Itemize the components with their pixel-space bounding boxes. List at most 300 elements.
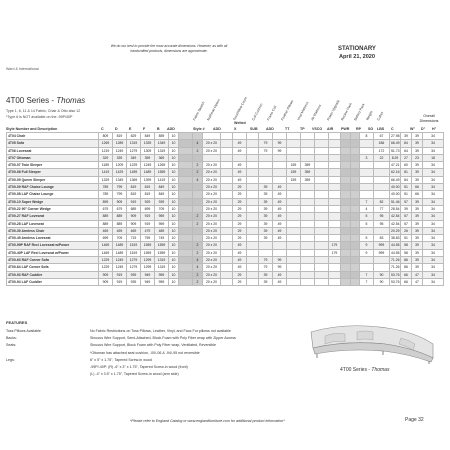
table-cell: 49 <box>273 198 287 205</box>
table-cell <box>301 213 315 220</box>
table-cell <box>301 154 315 161</box>
table-cell <box>315 257 329 264</box>
table-cell: 1349 <box>155 140 169 147</box>
rotated-header: Recline Pack <box>340 102 353 122</box>
table-cell: 819 <box>141 184 155 191</box>
table-cell: 1229 <box>127 162 141 169</box>
style-name-cell: 4T00-08 Full Sleeper <box>7 169 99 176</box>
col-add: ADD <box>167 127 175 131</box>
col-cu: C <box>391 127 394 131</box>
table-cell: 39 <box>259 205 273 212</box>
table-cell: 7 <box>360 278 374 285</box>
table-cell: 39 <box>401 133 412 140</box>
table-cell: 4 <box>193 140 203 147</box>
table-cell <box>315 227 329 234</box>
table-cell: 1319 <box>127 140 141 147</box>
table-cell: 40.00 <box>391 185 400 190</box>
table-cell: 49 <box>233 249 247 256</box>
table-cell <box>273 154 287 161</box>
table-cell: 10 <box>169 154 179 161</box>
table-cell: 20 x 20 <box>203 205 221 212</box>
table-cell: 1249 <box>113 147 127 154</box>
table-cell: 1299 <box>141 264 155 271</box>
table-cell <box>315 147 329 154</box>
table-cell <box>329 264 341 271</box>
col-vsco: VSCO <box>312 127 323 131</box>
table-cell: 20 x 20 <box>203 257 221 264</box>
table-cell <box>341 227 351 234</box>
table-cell <box>247 220 259 227</box>
table-cell: 29 <box>233 271 247 278</box>
table-cell <box>179 249 193 256</box>
table-cell: 179 <box>329 242 341 249</box>
table-cell: 1489 <box>113 242 127 249</box>
table-cell: 1559 <box>141 242 155 249</box>
table-cell <box>193 227 203 234</box>
table-cell <box>341 140 351 147</box>
table-cell <box>329 140 341 147</box>
table-cell: 959 <box>155 278 169 285</box>
table-cell: 34 <box>423 227 444 234</box>
table-cell: 49 <box>233 162 247 169</box>
table-cell: 186 <box>374 140 390 147</box>
table-row <box>7 162 444 169</box>
table-cell: 1559 <box>155 249 169 256</box>
table-cell: 479 <box>141 227 155 234</box>
table-cell <box>301 140 315 147</box>
table-cell: 859 <box>155 133 169 140</box>
table-cell <box>360 147 374 154</box>
feature-value: (L) -4" x 3.5" x 1.75", Tapered Screw-in wood (arm side) <box>90 372 179 377</box>
table-cell: 51.73 <box>391 148 400 153</box>
table-cell <box>301 264 315 271</box>
table-cell: 489 <box>155 227 169 234</box>
table-cell: 29 <box>233 220 247 227</box>
table-cell <box>287 271 301 278</box>
table-cell: 1229 <box>99 264 113 271</box>
table-cell <box>221 176 233 183</box>
table-cell <box>341 162 351 169</box>
table-cell <box>259 154 273 161</box>
table-cell <box>315 162 329 169</box>
table-cell <box>287 191 301 198</box>
table-cell: 39 <box>259 227 273 234</box>
table-cell: 1309 <box>141 147 155 154</box>
table-cell <box>329 220 341 227</box>
table-cell <box>301 257 315 264</box>
col-lbs: LBS <box>377 127 385 131</box>
table-cell <box>351 176 360 183</box>
table-cell: 349 <box>127 154 141 161</box>
table-cell: 47 <box>412 278 423 285</box>
table-cell: 39 <box>259 271 273 278</box>
table-cell: 20 x 20 <box>203 278 221 285</box>
table-cell: 66 <box>401 271 412 278</box>
table-cell: 34 <box>423 147 444 154</box>
table-cell <box>315 169 329 176</box>
rotated-header: Coil Cushion <box>251 102 264 122</box>
table-cell <box>329 162 341 169</box>
table-cell: 10 <box>169 147 179 154</box>
table-cell: 29 <box>233 213 247 220</box>
table-cell: 939 <box>155 198 169 205</box>
table-cell: 10 <box>169 140 179 147</box>
table-cell: 1429 <box>113 169 127 176</box>
table-cell: 27.98 <box>391 134 400 138</box>
table-cell <box>273 133 287 140</box>
table-cell: 57 <box>401 213 412 220</box>
rotated-header: Toss/Pillow Count <box>232 96 248 122</box>
style-name-cell: 4T00-99P RAF Recl Loveseat w/Power <box>7 242 99 249</box>
table-cell: 1249 <box>113 264 127 271</box>
table-cell: 86 <box>401 264 412 271</box>
table-cell <box>179 176 193 183</box>
table-cell: 66 <box>412 191 423 198</box>
table-cell: 469 <box>99 227 113 234</box>
style-name-cell: 4T00-39 Armless Chair <box>7 227 99 234</box>
col-style: Style Number and Description <box>6 127 58 131</box>
table-cell: 10 <box>169 271 179 278</box>
table-cell: 99 <box>273 264 287 271</box>
table-cell: 889 <box>113 220 127 227</box>
style-name-cell: 4T00-94 LAF Cuddler <box>7 278 99 285</box>
table-cell: 469 <box>127 227 141 234</box>
table-cell <box>287 154 301 161</box>
table-cell: 39 <box>412 257 423 264</box>
table-cell: 39 <box>412 220 423 227</box>
table-cell: 39 <box>412 242 423 249</box>
table-cell: 51 <box>401 184 412 191</box>
sectional-sofa-image <box>305 318 440 364</box>
table-cell: 799 <box>113 191 127 198</box>
table-cell <box>315 271 329 278</box>
table-cell <box>341 176 351 183</box>
table-cell <box>273 162 287 169</box>
table-cell <box>221 205 233 212</box>
table-cell: 84 <box>401 140 412 147</box>
table-cell: 18 <box>423 154 444 161</box>
table-cell: 49 <box>273 213 287 220</box>
table-cell: 20 x 20 <box>203 227 221 234</box>
table-cell: 44.55 <box>391 243 400 248</box>
table-cell <box>247 176 259 183</box>
table-cell: 62.16 <box>391 170 400 175</box>
table-cell: 1299 <box>141 257 155 264</box>
table-cell <box>247 235 259 242</box>
table-cell <box>193 133 203 140</box>
table-cell: 919 <box>113 278 127 285</box>
table-cell: 5 <box>360 213 374 220</box>
col-w: W" <box>410 127 416 131</box>
table-cell: 34 <box>423 235 444 242</box>
table-cell: 40.00 <box>391 192 400 197</box>
table-cell: 39 <box>412 213 423 220</box>
table-cell <box>341 257 351 264</box>
table-cell: 29 <box>233 205 247 212</box>
table-cell: 49 <box>233 147 247 154</box>
table-cell <box>259 242 273 249</box>
table-cell: 459 <box>113 227 127 234</box>
series-note-1: Type 1, 6, 11 & 14 Fabric; Chair & Otto also 12 <box>6 109 81 113</box>
table-cell: 34 <box>423 133 444 140</box>
table-row <box>7 198 444 205</box>
rotated-header: Cubes <box>376 110 385 122</box>
table-cell: 84 <box>401 176 412 183</box>
table-cell: 10 <box>169 176 179 183</box>
table-cell <box>247 147 259 154</box>
table-cell: 34 <box>423 176 444 183</box>
table-cell: 49 <box>233 140 247 147</box>
table-cell: 909 <box>99 278 113 285</box>
table-cell: 889 <box>113 213 127 220</box>
table-cell <box>301 278 315 285</box>
table-cell <box>341 278 351 285</box>
table-cell <box>287 205 301 212</box>
table-cell: 34 <box>423 264 444 271</box>
table-cell <box>301 198 315 205</box>
table-cell <box>374 264 390 271</box>
table-cell: 179 <box>329 249 341 256</box>
table-row <box>7 227 444 234</box>
table-cell: 66 <box>412 184 423 191</box>
table-cell <box>179 133 193 140</box>
table-cell <box>351 147 360 154</box>
table-cell: 359 <box>301 162 315 169</box>
table-cell <box>341 271 351 278</box>
table-cell: 1319 <box>155 257 169 264</box>
table-cell <box>329 235 341 242</box>
table-cell: 1249 <box>113 257 127 264</box>
rotated-header: Nailhead Option <box>206 98 221 122</box>
table-cell: 1279 <box>127 264 141 271</box>
table-cell: 919 <box>113 271 127 278</box>
table-cell <box>351 213 360 220</box>
table-cell: 679 <box>99 205 113 212</box>
table-cell <box>221 133 233 140</box>
table-cell <box>193 191 203 198</box>
table-cell: 34 <box>423 271 444 278</box>
table-cell <box>179 191 193 198</box>
table-cell: 949 <box>141 271 155 278</box>
style-name-cell: 4T05 Sofa <box>7 140 99 147</box>
feature-value: *Ottoman has attached seat cushion, -00/-06 & -94/-95 not reversible <box>90 350 200 355</box>
table-cell: 51.46 <box>391 199 400 204</box>
table-cell <box>341 133 351 140</box>
table-cell: 39 <box>259 235 273 242</box>
table-cell: 49 <box>273 191 287 198</box>
table-cell: 47 <box>412 271 423 278</box>
table-cell: 10 <box>169 191 179 198</box>
table-cell <box>287 220 301 227</box>
table-cell: 53.76 <box>391 279 400 284</box>
table-cell: 49 <box>273 278 287 285</box>
table-cell: 20 x 20 <box>203 249 221 256</box>
feature-label: Toss Pillows Available <box>6 329 41 333</box>
table-cell <box>341 205 351 212</box>
table-cell: 789 <box>99 191 113 198</box>
col-style-r: Style # <box>193 127 205 131</box>
table-cell <box>247 198 259 205</box>
style-name-cell: 4T00-09 RAF Chaise Lounge <box>7 184 99 191</box>
table-cell <box>247 264 259 271</box>
table-cell <box>351 133 360 140</box>
table-cell <box>287 235 301 242</box>
table-cell <box>273 242 287 249</box>
table-cell <box>179 184 193 191</box>
table-cell: 49 <box>233 169 247 176</box>
table-cell <box>287 198 301 205</box>
table-cell <box>341 147 351 154</box>
table-cell <box>179 140 193 147</box>
table-cell <box>301 271 315 278</box>
category-title: STATIONARY <box>338 46 376 52</box>
table-cell: 22 <box>374 154 390 161</box>
table-cell: 1319 <box>155 147 169 154</box>
col-x: X <box>234 127 237 131</box>
table-cell: 29 <box>233 184 247 191</box>
col-h: H" <box>432 127 437 131</box>
table-cell: 3 <box>360 154 374 161</box>
table-cell: 2 <box>193 213 203 220</box>
table-cell: 27 <box>401 154 412 161</box>
table-cell: 34 <box>423 220 444 227</box>
table-cell <box>329 191 341 198</box>
rotated-header: Fabric Swatch <box>192 100 206 122</box>
caption-name: Thomas <box>371 367 390 373</box>
table-cell <box>351 162 360 169</box>
table-cell: 1399 <box>141 176 155 183</box>
table-cell: 39 <box>412 235 423 242</box>
table-cell: 999 <box>374 242 390 249</box>
table-cell <box>351 227 360 234</box>
table-cell: 999 <box>374 249 390 256</box>
table-cell: 49 <box>233 176 247 183</box>
col-sub: SUB <box>250 127 258 131</box>
table-cell <box>360 227 374 234</box>
table-cell: 39 <box>259 184 273 191</box>
table-cell: 959 <box>155 220 169 227</box>
table-cell: 339 <box>113 154 127 161</box>
table-cell <box>329 227 341 234</box>
table-cell <box>301 235 315 242</box>
table-cell: 23 <box>412 154 423 161</box>
table-cell: 10 <box>169 198 179 205</box>
table-cell: 1559 <box>155 169 169 176</box>
table-cell: 1469 <box>99 249 113 256</box>
table-cell <box>301 249 315 256</box>
table-cell: 49 <box>233 257 247 264</box>
table-cell <box>374 184 390 191</box>
table-cell <box>247 191 259 198</box>
table-cell: 359 <box>141 154 155 161</box>
table-cell: 679 <box>113 205 127 212</box>
rotated-header: Frame Coil <box>266 105 278 122</box>
table-cell: 49 <box>233 264 247 271</box>
table-cell <box>351 271 360 278</box>
table-cell: 939 <box>127 278 141 285</box>
table-cell: 1189 <box>99 162 113 169</box>
table-cell: 44.55 <box>391 250 400 255</box>
table-cell <box>351 264 360 271</box>
table-cell <box>287 249 301 256</box>
rotated-header: Vinyl Mattress <box>296 101 310 122</box>
table-cell <box>301 184 315 191</box>
table-cell <box>179 169 193 176</box>
table-row <box>7 278 444 285</box>
table-cell: 20 x 20 <box>203 235 221 242</box>
table-cell: 99 <box>273 140 287 147</box>
table-cell: 20 x 20 <box>203 271 221 278</box>
table-cell: 49 <box>273 271 287 278</box>
table-cell <box>374 191 390 198</box>
table-cell: 949 <box>141 278 155 285</box>
table-cell: 39 <box>412 162 423 169</box>
table-cell <box>193 198 203 205</box>
table-cell: 1349 <box>113 176 127 183</box>
table-cell: 699 <box>99 235 113 242</box>
table-cell <box>287 147 301 154</box>
rotated-header: Power Upgrade <box>326 99 341 122</box>
table-cell <box>315 133 329 140</box>
style-name-cell: 4T00-93 RAF Cuddler <box>7 271 99 278</box>
table-cell: 95 <box>374 220 390 227</box>
feature-label: Seats: <box>6 343 17 348</box>
features-title: FEATURES <box>6 320 28 325</box>
table-cell: 849 <box>155 184 169 191</box>
table-cell: 51 <box>401 191 412 198</box>
table-cell: 4 <box>193 176 203 183</box>
table-cell: 28.54 <box>391 206 400 211</box>
table-cell <box>287 184 301 191</box>
table-cell <box>360 191 374 198</box>
table-cell: 20.29 <box>391 228 400 233</box>
table-cell: 79 <box>259 147 273 154</box>
table-cell: 10 <box>169 162 179 169</box>
table-cell: 49 <box>273 235 287 242</box>
table-cell <box>301 227 315 234</box>
table-cell: 1369 <box>127 176 141 183</box>
table-cell <box>351 140 360 147</box>
table-cell <box>221 154 233 161</box>
table-cell <box>341 169 351 176</box>
table-cell <box>329 184 341 191</box>
disclaimer-text: We do our best to provide the most accurate dimensions. However, as with all handcrafted products, dimensions are approximate. <box>110 44 228 53</box>
table-cell: 10 <box>169 184 179 191</box>
table-cell: 799 <box>113 184 127 191</box>
col-add-2: ADD <box>213 127 221 131</box>
table-cell: 849 <box>155 191 169 198</box>
table-cell <box>315 235 329 242</box>
table-cell <box>360 184 374 191</box>
table-cell: 20 x 20 <box>203 198 221 205</box>
table-cell <box>341 249 351 256</box>
table-cell <box>247 257 259 264</box>
col-f: F <box>143 127 146 131</box>
table-cell <box>315 220 329 227</box>
table-cell <box>259 176 273 183</box>
table-cell <box>247 169 259 176</box>
table-cell: 10 <box>169 249 179 256</box>
table-cell: 369 <box>155 154 169 161</box>
table-cell: 159 <box>287 162 301 169</box>
table-cell: 58 <box>401 249 412 256</box>
table-cell: 9 <box>360 242 374 249</box>
table-row <box>7 249 444 256</box>
table-cell <box>315 191 329 198</box>
table-cell: 58 <box>401 242 412 249</box>
table-cell <box>193 235 203 242</box>
table-cell: 57 <box>401 220 412 227</box>
